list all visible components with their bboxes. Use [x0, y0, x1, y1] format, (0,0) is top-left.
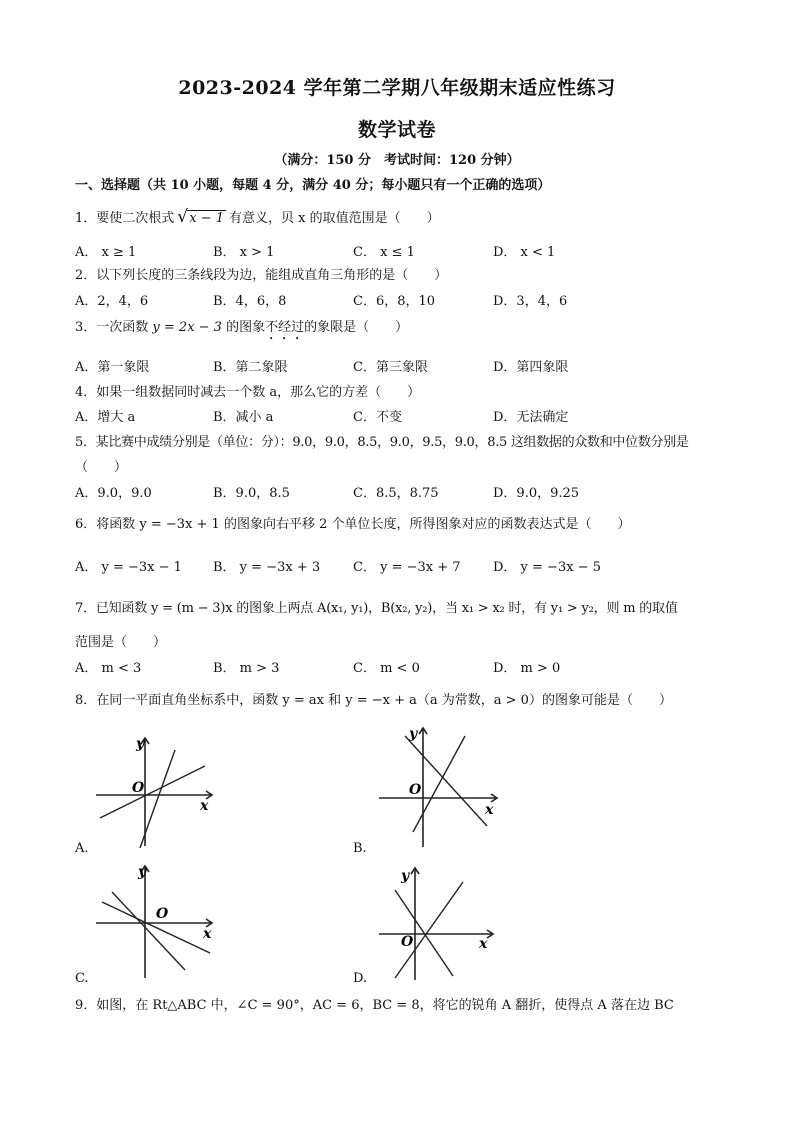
question-6: 6．将函数 y = −3x + 1 的图象向右平移 2 个单位长度，所得图象对应的函数表达式是（ ） — [75, 517, 631, 532]
q7-option-b: B． m > 3 — [213, 661, 280, 676]
q6-option-d: D． y = −3x − 5 — [493, 560, 601, 575]
question-9: 9．如图，在 Rt△ABC 中，∠C = 90°，AC = 6，BC = 8，将它的锐角 A 翻折，使得点 A 落在边 BC — [75, 998, 674, 1013]
q7-continuation: 范围是（ ） — [75, 635, 167, 650]
q3-option-a: A．第一象限 — [75, 360, 150, 375]
line-2 — [112, 892, 185, 970]
graph-a — [90, 728, 220, 853]
q3-text-a: 3．一次函数 — [75, 320, 149, 335]
line-2 — [395, 882, 463, 978]
question-1 — [75, 207, 440, 226]
y-label: y — [401, 868, 410, 884]
q4-option-c: C．不变 — [353, 410, 402, 425]
q3-function: y = 2x − 3 — [152, 320, 222, 335]
q8-option-c: C. — [75, 971, 89, 986]
q1-option-d: D． x < 1 — [493, 245, 556, 260]
q2-option-b: B．4，6，8 — [213, 294, 287, 309]
q8-option-a: A. — [75, 841, 89, 856]
q3-emphasis: 不经过 — [265, 320, 305, 335]
x-label: x — [479, 936, 488, 952]
origin-label: O — [409, 782, 422, 798]
q8-option-d: D. — [353, 971, 368, 986]
q2-option-c: C．6，8，10 — [353, 294, 436, 309]
x-label: x — [485, 802, 494, 818]
q3-option-b: B．第二象限 — [213, 360, 288, 375]
q4-option-b: B．减小 a — [213, 410, 274, 425]
question-8: 8．在同一平面直角坐标系中，函数 y = ax 和 y = −x + a（a 为常数，a > 0）的图象可能是（ ） — [75, 693, 672, 708]
origin-label: O — [401, 934, 414, 950]
radical: √ x − 1 — [177, 207, 225, 227]
x-label: x — [203, 926, 212, 942]
exam-meta: （满分：150 分 考试时间：120 分钟） — [274, 153, 520, 168]
line-1 — [405, 736, 487, 826]
q6-option-c: C． y = −3x + 7 — [353, 560, 461, 575]
question-2: 2．以下列长度的三条线段为边，能组成直角三角形的是（ ） — [75, 268, 448, 283]
q2-option-d: D．3，4，6 — [493, 294, 568, 309]
q1-text-b: 有意义，贝 x 的取值范围是（ ） — [229, 211, 440, 226]
q2-option-a: A．2，4，6 — [75, 294, 149, 309]
graph-d — [375, 862, 505, 984]
q6-option-b: B． y = −3x + 3 — [213, 560, 321, 575]
q5-option-c: C．8.5，8.75 — [353, 486, 439, 501]
y-label: y — [409, 726, 418, 742]
q5-option-d: D．9.0，9.25 — [493, 486, 580, 501]
y-label: y — [138, 864, 147, 880]
q3-option-c: C．第三象限 — [353, 360, 428, 375]
q1-option-a: A． x ≥ 1 — [75, 245, 137, 260]
q8-option-b: B. — [353, 841, 367, 856]
line-1 — [100, 766, 205, 818]
question-4: 4．如果一组数据同时减去一个数 a，那么它的方差（ ） — [75, 385, 421, 400]
page-subtitle: 数学试卷 — [357, 119, 436, 141]
q5-paren: （ ） — [75, 460, 128, 475]
q1-radicand: x − 1 — [189, 211, 225, 226]
q7-option-a: A． m < 3 — [75, 661, 142, 676]
graph-c — [90, 858, 220, 983]
q1-option-b: B． x > 1 — [213, 245, 275, 260]
q4-option-a: A．增大 a — [75, 410, 136, 425]
q4-option-d: D．无法确定 — [493, 410, 569, 425]
graph-b — [375, 722, 505, 852]
y-label: y — [136, 736, 145, 752]
page-title: 2023-2024 学年第二学期八年级期末适应性练习 — [178, 77, 616, 99]
q1-text-a: 1．要使二次根式 — [75, 211, 175, 226]
q3-text-c: 的象限是（ ） — [304, 320, 409, 335]
origin-label: O — [132, 780, 145, 796]
q5-option-a: A．9.0，9.0 — [75, 486, 152, 501]
q7-option-d: D． m > 0 — [493, 661, 561, 676]
q3-text-b: 的图象 — [226, 320, 266, 335]
q6-option-a: A． y = −3x − 1 — [75, 560, 182, 575]
q7-option-c: C． m < 0 — [353, 661, 420, 676]
q5-option-b: B．9.0，8.5 — [213, 486, 290, 501]
question-5: 5．某比赛中成绩分别是（单位：分）：9.0，9.0，8.5，9.0，9.5，9.0，8.5 这组数据的众数和中位数分别是 — [75, 435, 689, 450]
line-1 — [395, 890, 453, 976]
q3-option-d: D．第四象限 — [493, 360, 569, 375]
question-7: 7．已知函数 y = (m − 3)x 的图象上两点 A(x₁, y₁)，B(x₂, y₂)，当 x₁ > x₂ 时，有 y₁ > y₂，则 m 的取值 — [75, 601, 678, 616]
q1-option-c: C． x ≤ 1 — [353, 245, 415, 260]
origin-label: O — [156, 906, 169, 922]
section-heading: 一、选择题（共 10 小题，每题 4 分，满分 40 分；每小题只有一个正确的选项） — [75, 178, 551, 193]
question-3 — [75, 316, 408, 343]
x-label: x — [200, 798, 209, 814]
